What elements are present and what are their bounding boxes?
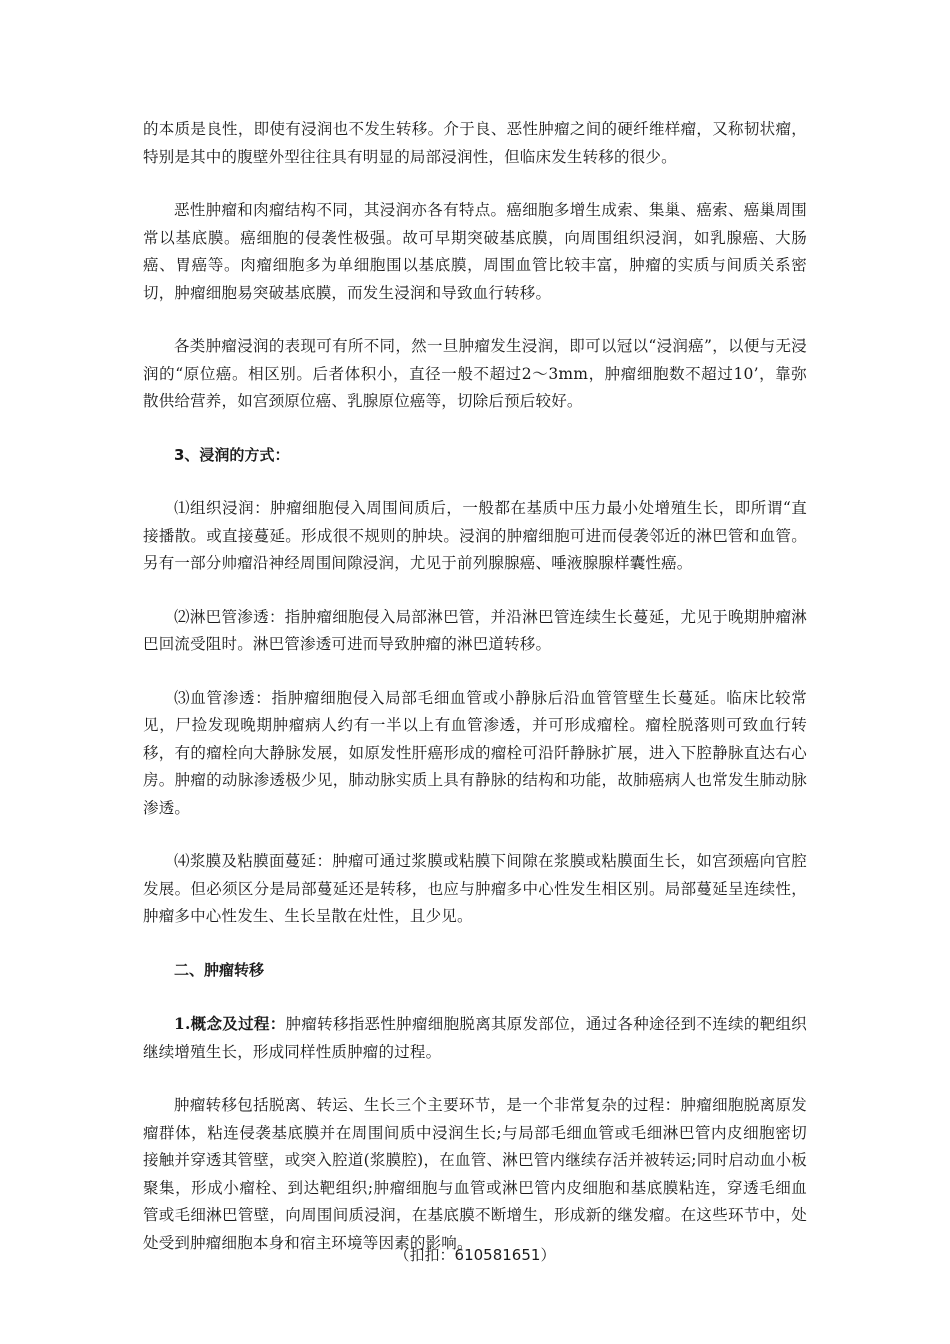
paragraph-carcinoma-sarcoma: 恶性肿瘤和肉瘤结构不同，其浸润亦各有特点。癌细胞多增生成索、集巢、癌索、癌巢周围常以基底膜。癌细胞的侵袭性极强。故可早期突破基底膜，向周围组织浸润，如乳腺癌、大肠癌、胃癌等。肉瘤细胞多为单细胞围以基底膜，周围血管比较丰富，肿瘤的实质与间质关系密切，肿瘤细胞易突破基底膜，而发生浸润和导致血行转移。 (143, 201, 807, 302)
document-body (143, 116, 807, 1283)
section-heading-invasion-modes: 3、浸润的方式： (174, 445, 290, 464)
page-footer: （扣扣：610581651） (394, 1246, 556, 1264)
paragraph-tissue-invasion: ⑴组织浸润：肿瘤细胞侵入周围间质后，一般都在基质中压力最小处增殖生长，即所谓“直接播散。或直接蔓延。形成很不规则的肿块。浸润的肿瘤细胞可进而侵袭邻近的淋巴管和血管。另有一部分帅瘤沿神经周围间隙浸润，尤见于前列腺腺癌、唾液腺腺样囊性癌。 (143, 499, 807, 572)
definition-body: 肿瘤转移指恶性肿瘤细胞脱离其原发部位，通过各种途径到不连续的靶组织继续增殖生长，形成同样性质肿瘤的过程。 (143, 1015, 807, 1061)
paragraph-vascular-permeation: ⑶血管渗透：指肿瘤细胞侵入局部毛细血管或小静脉后沿血管管壁生长蔓延。临床比较常见，尸捡发现晚期肿瘤病人约有一半以上有血管渗透，并可形成瘤栓。瘤栓脱落则可致血行转移，有的瘤栓向大静脉发展，如原发性肝癌形成的瘤栓可沿阡静脉扩展，进入下腔静脉直达右心房。肿瘤的动脉渗透极少见，肺动脉实质上具有静脉的结构和功能，故肺癌病人也常发生肺动脉渗透。 (143, 688, 807, 817)
paragraph-benign-nature: 的本质是良性，即使有浸润也不发生转移。介于良、恶性肿瘤之间的硬纤维样瘤，又称韧状瘤，特别是其中的腹壁外型往往具有明显的局部浸润性，但临床发生转移的很少。 (143, 120, 807, 166)
paragraph-metastasis-definition (143, 1010, 807, 1066)
paragraph-serosa-mucosa-spread: ⑷浆膜及粘膜面蔓延：肿瘤可通过浆膜或粘膜下间隙在浆膜或粘膜面生长，如宫颈癌向官腔发展。但必须区分是局部蔓延还是转移，也应与肿瘤多中心性发生相区别。局部蔓延呈连续性，肿瘤多中心性发生、生长呈散在灶性，且少见。 (143, 852, 807, 925)
definition-lead-label: 1.概念及过程： (174, 1014, 286, 1033)
paragraph-lymphatic-permeation: ⑵淋巴管渗透：指肿瘤细胞侵入局部淋巴管，并沿淋巴管连续生长蔓延，尤见于晚期肿瘤淋巴回流受阻时。淋巴管渗透可进而导致肿瘤的淋巴道转移。 (143, 607, 807, 653)
paragraph-metastasis-process: 肿瘤转移包括脱离、转运、生长三个主要环节，是一个非常复杂的过程：肿瘤细胞脱离原发瘤群体，粘连侵袭基底膜并在周围间质中浸润生长;与局部毛细血管或毛细淋巴管内皮细胞密切接触并穿透其管壁，或突入腔道(浆膜腔)，在血管、淋巴管内继续存活并被转运;同时启动血小板聚集，形成小瘤栓、到达靶组织;肿瘤细胞与血管或淋巴管内皮细胞和基底膜粘连，穿透毛细血管或毛细淋巴管壁，向周围间质浸润，在基底膜不断增生，形成新的继发瘤。在这些环节中，处处受到肿瘤细胞本身和宿主环境等因素的影响。 (143, 1096, 807, 1252)
section-heading-metastasis: 二、肿瘤转移 (174, 960, 265, 979)
paragraph-invasive-vs-in-situ: 各类肿瘤浸润的表现可有所不同，然一旦肿瘤发生浸润，即可以冠以“浸润癌”，以便与无浸润的“原位癌。相区别。后者体积小，直径一般不超过2～3mm，肿瘤细胞数不超过10’，靠弥散供给营养，如宫颈原位癌、乳腺原位癌等，切除后预后较好。 (143, 337, 807, 410)
